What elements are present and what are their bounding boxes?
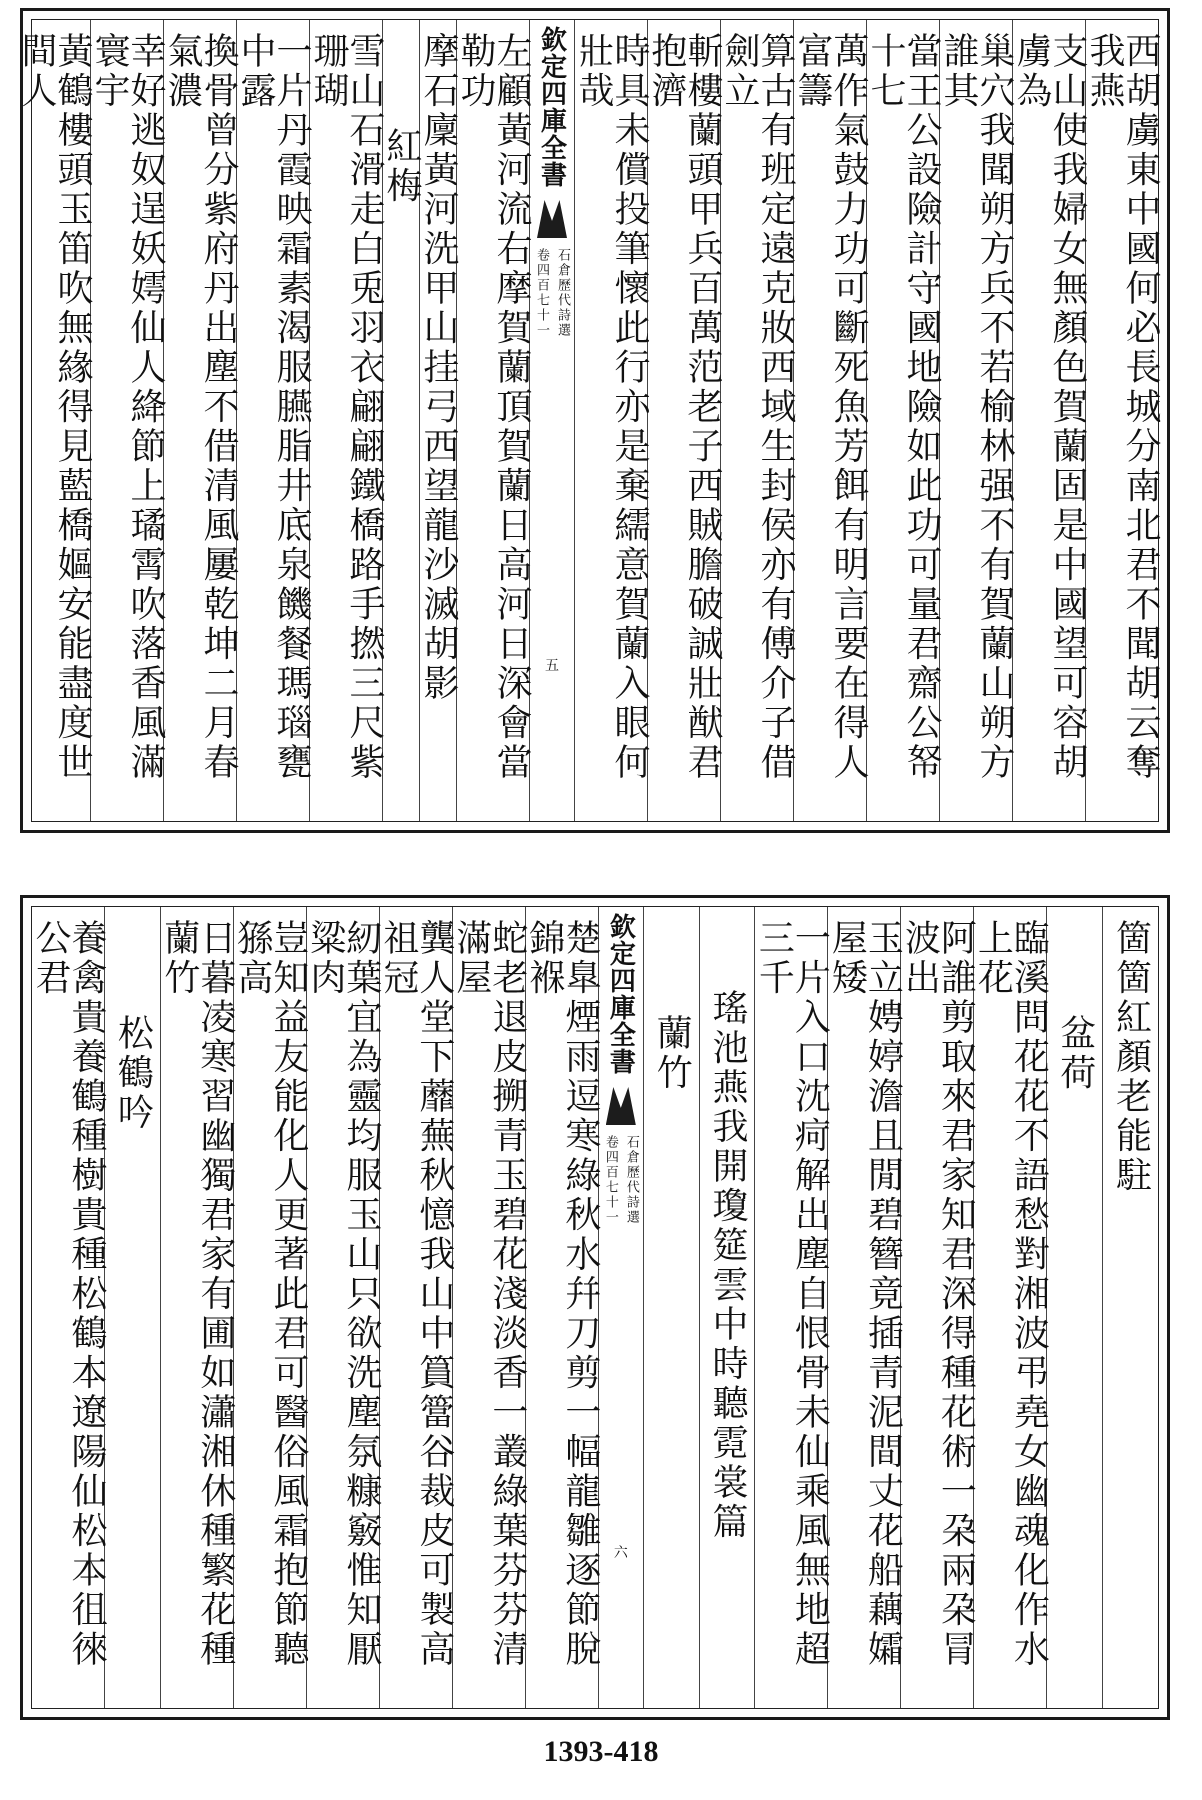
text-column: 時具未償投筆懷此行亦是棄繻意賀蘭入眼何壯哉 bbox=[574, 20, 647, 821]
volume-number: 卷四百七十一 bbox=[534, 248, 549, 338]
text-column: 斬樓蘭頭甲兵百萬范老子西賊膽破誠壯猷君抱濟 bbox=[647, 20, 720, 821]
text-column: 當王公設險計守國地險如此功可量君齋公帑十七 bbox=[866, 20, 939, 821]
page-number: 五 bbox=[545, 658, 559, 674]
poem-title: 盆荷 bbox=[1046, 907, 1102, 1708]
center-fold bbox=[598, 907, 643, 1708]
text-column: 楚臯煙雨逗寒綠秋水幷刀剪一幅龍雛逐節脫錦褓 bbox=[525, 907, 598, 1708]
text-column: 黃鶴樓頭玉笛吹無緣得見藍橋嫗安能盡度世間人 bbox=[16, 32, 93, 783]
volume-info bbox=[601, 1135, 641, 1225]
text-column: 日暮凌寒習幽獨君家有圃如瀟湘休種繁花種蘭竹 bbox=[160, 907, 233, 1708]
poem-title: 紅梅 bbox=[382, 20, 419, 821]
bottom-page-columns bbox=[31, 906, 1159, 1709]
poem-title: 松鶴吟 bbox=[104, 907, 160, 1708]
top-page bbox=[16, 8, 1170, 833]
text-column: 支山使我婦女無顏色賀蘭固是中國望可容胡虜為 bbox=[1012, 20, 1085, 821]
book-title: 欽定四庫全書 bbox=[536, 26, 567, 188]
text-column: 養禽貴養鶴種樹貴種松鶴本遼陽仙松本徂徠公君 bbox=[30, 919, 108, 1670]
text-column: 算古有班定遠克妝西域生封侯亦有傅介子借劍立 bbox=[720, 20, 793, 821]
fish-tail-mark bbox=[537, 200, 567, 238]
text-column: 西胡虜東中國何必長城分南北君不聞胡云奪我燕 bbox=[1085, 20, 1158, 821]
text-column: 臨溪問花花不語愁對湘波弔堯女幽魂化作水上花 bbox=[973, 907, 1046, 1708]
text-column: 阿誰剪取來君家知君深得種花術一朶兩朶冐波出 bbox=[900, 907, 973, 1708]
text-column: 幸好逃奴逞妖嫮仙人絳節上璚霄吹落香風滿寰宇 bbox=[90, 20, 163, 821]
text-column: 豈知益友能化人更著此君可醫俗風霜抱節聽猻高 bbox=[233, 907, 306, 1708]
text-column: 摩石廩黃河洗甲山挂弓西望龍沙滅胡影 bbox=[419, 20, 456, 821]
volume-info bbox=[532, 248, 572, 338]
text-column: 玉立娉婷澹且閒碧簪竟插青泥間丈花船藕孀屋矮 bbox=[827, 907, 900, 1708]
scan-page-number: 1393-418 bbox=[543, 1735, 659, 1768]
text-column: 瑤池燕我開瓊筵雲中時聽霓裳篇 bbox=[699, 907, 755, 1708]
anthology-title: 石倉歷代詩選 bbox=[555, 248, 570, 338]
poem-title: 蘭竹 bbox=[643, 907, 699, 1708]
text-column: 巢穴我聞朔方兵不若榆林强不有賀蘭山朔方誰其 bbox=[939, 20, 1012, 821]
bottom-page bbox=[20, 895, 1170, 1720]
text-column: 龔人堂下蘼蕪秋憶我山中篔簹谷裁皮可製高祖冠 bbox=[379, 907, 452, 1708]
text-column: 一片丹霞映霜素渴服臙脂井底泉饑餐瑪瑙甕中露 bbox=[236, 20, 309, 821]
text-column: 一片入口沈疴解出塵自恨骨未仙乘風無地超三千 bbox=[754, 907, 827, 1708]
text-column: 紉葉宜為靈均服玉山只欲洗塵氛糠竅惟知厭粱肉 bbox=[306, 907, 379, 1708]
text-column: 雪山石滑走白兎羽衣翩翩鐵橋路手撚三尺紫珊瑚 bbox=[309, 20, 382, 821]
book-title: 欽定四庫全書 bbox=[605, 913, 636, 1075]
page-number: 六 bbox=[613, 1545, 628, 1561]
volume-number: 卷四百七十一 bbox=[602, 1135, 618, 1225]
fish-tail-mark bbox=[606, 1087, 636, 1125]
text-column: 換骨曾分紫府丹出塵不借清風屢乾坤二月春氣濃 bbox=[163, 20, 236, 821]
text-column: 蛇老退皮搠青玉碧花淺淡香一叢綠葉芬芬清滿屋 bbox=[452, 907, 525, 1708]
anthology-title: 石倉歷代詩選 bbox=[623, 1135, 639, 1225]
text-column: 萬作氣鼓力功可斷死魚芳餌有明言要在得人富籌 bbox=[793, 20, 866, 821]
text-column: 箇箇紅顏老能駐 bbox=[1102, 907, 1158, 1708]
center-fold bbox=[529, 20, 574, 821]
text-column: 左顧黃河流右摩賀蘭頂賀蘭日高河日深會當勒功 bbox=[456, 20, 529, 821]
top-page-columns bbox=[16, 19, 1161, 822]
